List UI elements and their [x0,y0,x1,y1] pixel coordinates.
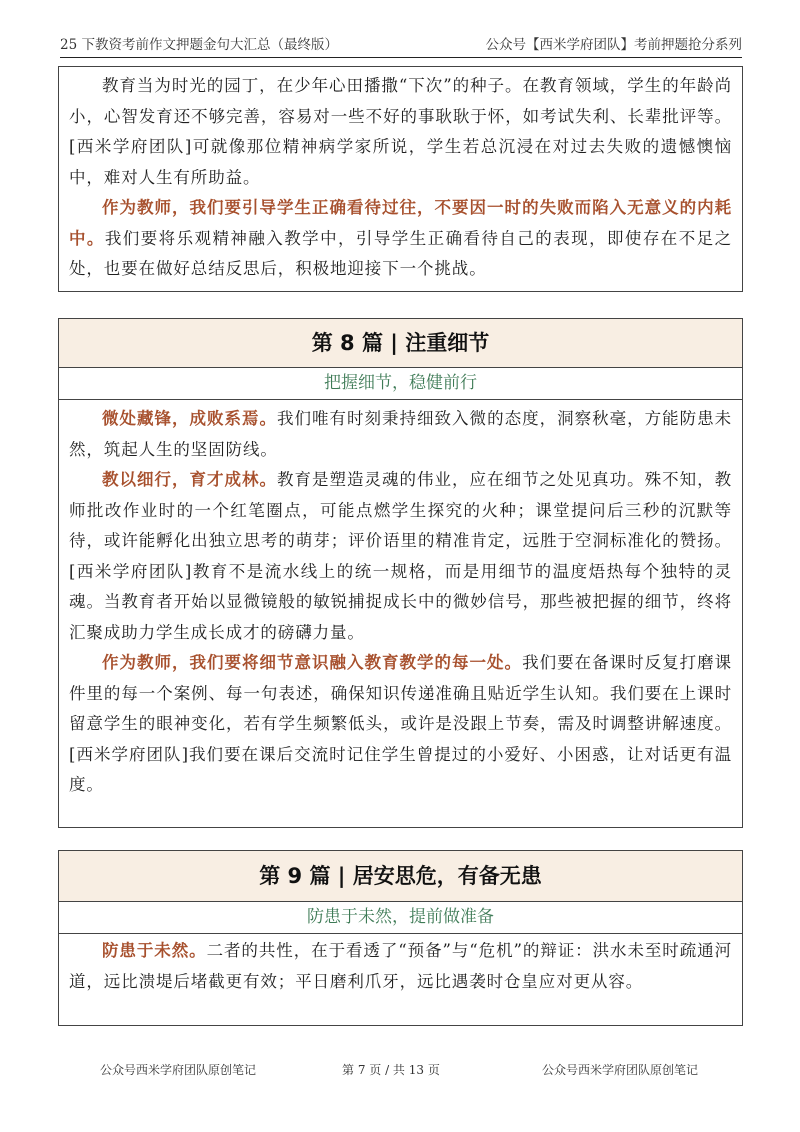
article-9-card [58,850,743,1026]
article-8-card [58,318,743,828]
article-8-paragraph [69,648,732,801]
paragraph-text: 教育是塑造灵魂的伟业，应在细节之处见真功。殊不知，教师批改作业时的一个红笔圈点，可能点燃学生探究的火种；课堂提问后三秒的沉默等待，或许能孵化出独立思考的萌芽；评价语里的精准肯定，远胜于空洞标准化的赞扬。[西米学府团队]教育不是流水线上的统一规格，而是用细节的温度焐热每个独特的灵魂。当教育者开始以显微镜般的敏锐捕捉成长中的微妙信号，那些被把握的细节，终将汇聚成助力学生成长成才的磅礴力量。 [69,470,732,642]
footer-left-text: 公众号西米学府团队原创笔记 [100,1063,257,1077]
paragraph-text: 我们要在备课时反复打磨课件里的每一个案例、每一句表述，确保知识传递准确且贴近学生认知。我们要在上课时留意学生的眼神变化，若有学生频繁低头，或许是没跟上节奏，需及时调整讲解速度。[西米学府团队]我们要在课后交流时记住学生曾提过的小爱好、小困惑，让对话更有温度。 [69,653,732,794]
intro-highlight: 作为教师，我们要引导学生正确看待过往，不要因一时的失败而陷入无意义的内耗中。 [69,198,732,248]
article-9-title: 第 9 篇 | 居安思危，有备无患 [59,851,742,902]
article-8-title: 第 8 篇 | 注重细节 [59,319,742,368]
intro-box [58,66,743,292]
paragraph-highlight: 防患于未然。 [102,941,207,960]
header-left-text: 25 下教资考前作文押题金句大汇总（最终版） [60,37,338,53]
page-header [60,32,742,58]
paragraph-text: 二者的共性，在于看透了“预备”与“危机”的辩证：洪水未至时疏通河道，远比溃堤后堵截更有效；平日磨利爪牙，远比遇袭时仓皇应对更从容。 [69,941,732,991]
paragraph-highlight: 作为教师，我们要将细节意识融入教育教学的每一处。 [102,653,523,672]
article-8-paragraph [69,404,732,465]
footer-right-text: 公众号西米学府团队原创笔记 [542,1063,699,1077]
article-8-paragraph [69,465,732,648]
paragraph-text: 我们唯有时刻秉持细致入微的态度，洞察秋毫，方能防患未然，筑起人生的坚固防线。 [69,409,732,459]
intro-paragraph-2-text: 我们要将乐观精神融入教学中，引导学生正确看待自己的表现，即使存在不足之处，也要在做好总结反思后，积极地迎接下一个挑战。 [69,228,732,278]
paragraph-highlight: 微处藏锋，成败系焉。 [102,409,278,428]
intro-paragraph-2 [69,193,732,285]
article-8-subtitle: 把握细节，稳健前行 [59,368,742,400]
article-9-paragraph [69,936,732,997]
intro-paragraph-1: 教育当为时光的园丁，在少年心田播撒“下次”的种子。在教育领域，学生的年龄尚小，心智发育还不够完善，容易对一些不好的事耿耿于怀，如考试失利、长辈批评等。[西米学府团队]可就像那位精神病学家所说，学生若总沉浸在对过去失败的遗憾懊恼中，难对人生有所助益。 [69,76,732,187]
page-number: 第 7 页 / 共 13 页 [342,1063,440,1077]
header-right-text: 公众号【西米学府团队】考前押题抢分系列 [485,37,742,53]
article-9-subtitle: 防患于未然，提前做准备 [59,902,742,934]
paragraph-highlight: 教以细行，育才成林。 [102,470,278,489]
